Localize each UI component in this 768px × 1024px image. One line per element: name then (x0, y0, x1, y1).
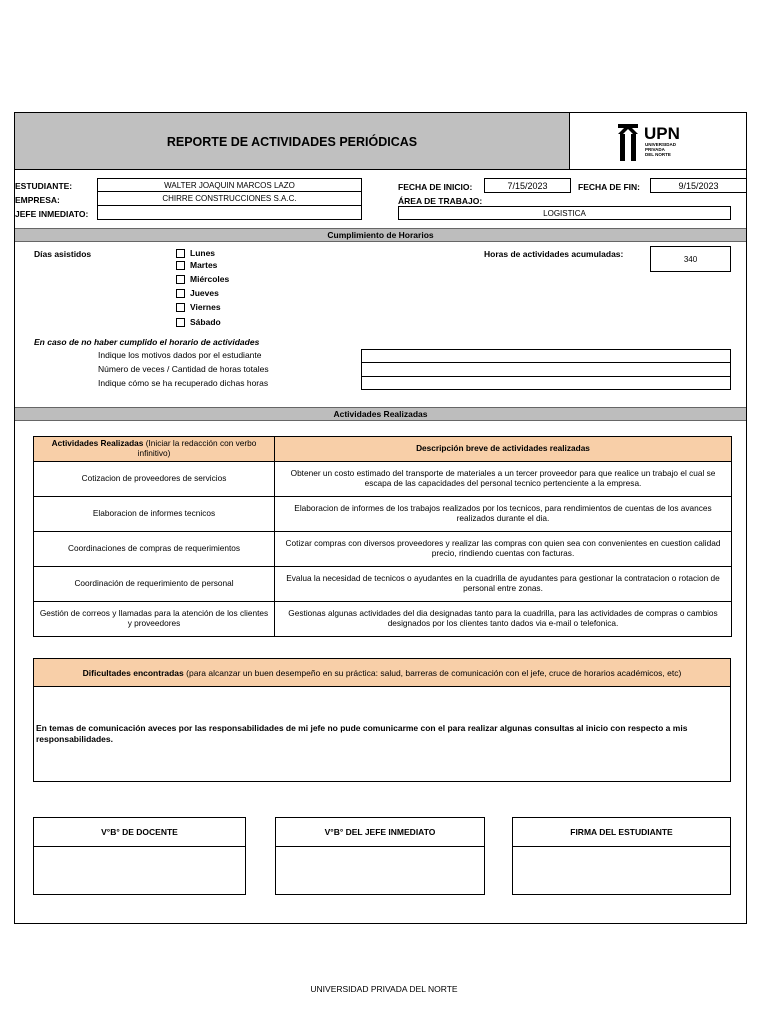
dias-label: Días asistidos (34, 249, 92, 259)
actividad-cell[interactable]: Gestión de correos y llamadas para la atención de los clientes y proveedores (34, 602, 275, 637)
empresa-label: EMPRESA: (15, 195, 60, 205)
firma-estudiante-title: FIRMA DEL ESTUDIANTE (513, 818, 730, 847)
fecha-fin-field[interactable]: 9/15/2023 (650, 178, 747, 193)
day-miercoles[interactable] (176, 274, 229, 284)
recuperado-field[interactable] (361, 377, 731, 390)
checkbox-icon[interactable] (176, 249, 185, 258)
page-footer: UNIVERSIDAD PRIVADA DEL NORTE (310, 984, 458, 994)
horas-label: Horas de actividades acumuladas: (484, 249, 624, 259)
day-label: Viernes (190, 302, 221, 312)
fecha-inicio-field[interactable]: 7/15/2023 (484, 178, 571, 193)
col1-note: (Iniciar la redacción con verbo infinitivo) (137, 438, 257, 458)
col-actividades-header (34, 437, 275, 462)
checkbox-icon[interactable] (176, 318, 185, 327)
dificultades-note: (para alcanzar un buen desempeño en su práctica: salud, barreras de comunicación con el jefe, cruce de horarios académicos, etc) (186, 667, 682, 678)
day-martes[interactable] (176, 260, 217, 270)
day-label: Lunes (190, 248, 216, 258)
table-row (34, 462, 732, 497)
day-sabado[interactable] (176, 317, 221, 327)
table-row (34, 602, 732, 637)
estudiante-label: ESTUDIANTE: (15, 181, 73, 191)
day-viernes[interactable] (176, 302, 221, 312)
descripcion-cell[interactable]: Cotizar compras con diversos proveedores y realizar las compras con quien sea con convenientes en cuestion calidad precio, rindiendo cuentas con facturas. (275, 532, 732, 567)
horarios-section-title: Cumplimiento de Horarios (15, 228, 746, 242)
logo-sub-3: DEL NORTE (644, 151, 671, 157)
day-label: Sábado (190, 317, 221, 327)
checkbox-icon[interactable] (176, 303, 185, 312)
jefe-field[interactable] (97, 206, 362, 220)
no-cumplido-title: En caso de no haber cumplido el horario de actividades (34, 337, 260, 347)
col1-title: Actividades Realizadas (51, 438, 144, 449)
day-jueves[interactable] (176, 288, 219, 298)
table-row (34, 532, 732, 567)
firma-docente-box[interactable] (33, 817, 246, 895)
day-lunes[interactable] (176, 248, 215, 258)
checkbox-icon[interactable] (176, 289, 185, 298)
checkbox-icon[interactable] (176, 275, 185, 284)
checkbox-icon[interactable] (176, 261, 185, 270)
firma-jefe-box[interactable] (275, 817, 485, 895)
actividades-section-title: Actividades Realizadas (15, 407, 746, 421)
fecha-inicio-label: FECHA DE INICIO: (398, 182, 473, 192)
upn-logo-icon (614, 122, 704, 162)
numero-field[interactable] (361, 363, 731, 377)
numero-label: Número de veces / Cantidad de horas totales (98, 364, 269, 374)
area-label: ÁREA DE TRABAJO: (398, 196, 483, 206)
actividades-table (33, 436, 732, 637)
actividad-cell[interactable]: Coordinación de requerimiento de personal (34, 567, 275, 602)
firma-jefe-title: V°B° DEL JEFE INMEDIATO (276, 818, 484, 847)
descripcion-cell[interactable]: Elaboracion de informes de los trabajos realizados por los tecnicos, para rendimientos de cuentas de los avances realizados durante el dia. (275, 497, 732, 532)
dificultades-title: Dificultades encontradas (82, 667, 184, 678)
logo-sub-1: UNIVERSIDAD (644, 141, 676, 147)
recuperado-label: Indique cómo se ha recuperado dichas horas (98, 378, 269, 388)
dificultades-text[interactable]: En temas de comunicación aveces por las responsabilidades de mi jefe no pude comunicarme con el para realizar algunas consultas al inicio con respecto a mis responsabilidades. (33, 687, 731, 782)
descripcion-cell[interactable]: Obtener un costo estimado del transporte de materiales a un tercer proveedor para que realice un trabajo el cual se escapa de las capacidades del personal tecnico pertenciente a la empresa. (275, 462, 732, 497)
firma-docente-title: V°B° DE DOCENTE (34, 818, 245, 847)
table-row (34, 567, 732, 602)
area-field[interactable]: LOGISTICA (398, 206, 731, 220)
firma-estudiante-box[interactable] (512, 817, 731, 895)
estudiante-field[interactable]: WALTER JOAQUIN MARCOS LAZO (97, 178, 362, 192)
motivos-field[interactable] (361, 349, 731, 363)
logo-text: UPN (643, 123, 680, 143)
empresa-field[interactable]: CHIRRE CONSTRUCCIONES S.A.C. (97, 192, 362, 206)
logo-sub-2: PRIVADA (644, 146, 665, 152)
table-row (34, 497, 732, 532)
descripcion-cell[interactable]: Evalua la necesidad de tecnicos o ayudantes en la cuadrilla de ayudantes para gestionar la contratacion o rotacion de personal entre zonas. (275, 567, 732, 602)
dificultades-header (33, 658, 731, 687)
actividad-cell[interactable]: Cotizacion de proveedores de servicios (34, 462, 275, 497)
jefe-label: JEFE INMEDIATO: (15, 209, 89, 219)
day-label: Miércoles (190, 274, 230, 284)
table-header-row (34, 437, 732, 462)
report-title: REPORTE DE ACTIVIDADES PERIÓDICAS (15, 113, 570, 170)
col-descripcion-header: Descripción breve de actividades realizadas (275, 437, 732, 462)
upn-logo (571, 113, 746, 170)
fecha-fin-label: FECHA DE FIN: (578, 182, 641, 192)
title-divider (15, 169, 746, 170)
motivos-label: Indique los motivos dados por el estudiante (98, 350, 262, 360)
horas-field[interactable]: 340 (650, 246, 731, 272)
descripcion-cell[interactable]: Gestionas algunas actividades del dia designadas tanto para la cuadrilla, para las actividades de compras o cambios designados por los clientes tanto dados via e-mail o telefonica. (275, 602, 732, 637)
actividad-cell[interactable]: Coordinaciones de compras de requerimientos (34, 532, 275, 567)
actividad-cell[interactable]: Elaboracion de informes tecnicos (34, 497, 275, 532)
day-label: Martes (190, 260, 218, 270)
day-label: Jueves (190, 288, 219, 298)
